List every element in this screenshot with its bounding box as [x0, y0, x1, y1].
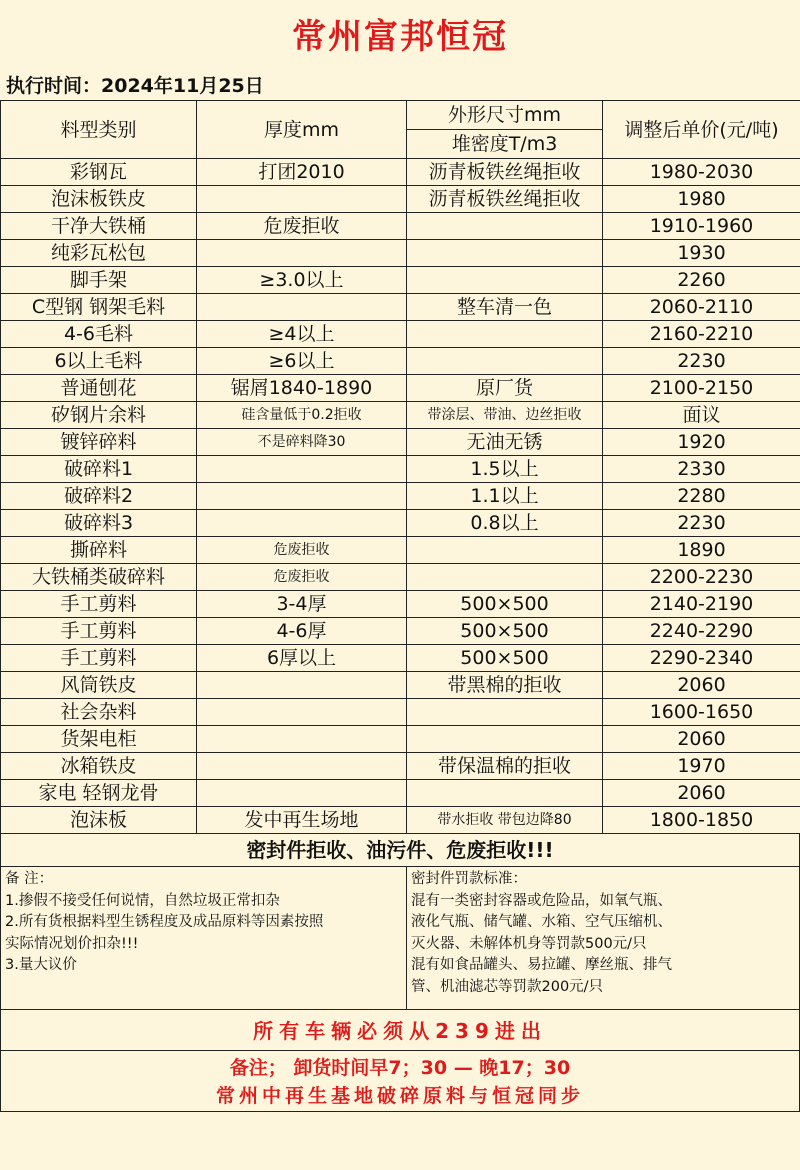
notes-right	[407, 867, 799, 1009]
cell-price: 1800-1850	[603, 807, 800, 834]
table-row	[1, 483, 800, 510]
cell-price: 1920	[603, 429, 800, 456]
cell-spec	[407, 213, 603, 240]
cell-thickness: ≥4以上	[197, 321, 407, 348]
table-row	[1, 726, 800, 753]
execution-date: 执行时间：2024年11月25日	[6, 75, 264, 97]
cell-price: 2060-2110	[603, 294, 800, 321]
cell-price: 2230	[603, 510, 800, 537]
table-row	[1, 402, 800, 429]
cell-thickness	[197, 726, 407, 753]
cell-material-type: 大铁桶类破碎料	[1, 564, 197, 591]
table-header-row	[1, 101, 800, 130]
cell-price: 1980-2030	[603, 159, 800, 186]
cell-price: 2060	[603, 780, 800, 807]
cell-price: 1890	[603, 537, 800, 564]
note-line: 1.掺假不接受任何说情，自然垃圾正常扣杂	[5, 892, 280, 909]
cell-thickness: 打团2010	[197, 159, 407, 186]
cell-price: 2290-2340	[603, 645, 800, 672]
cell-spec: 1.5以上	[407, 456, 603, 483]
cell-thickness	[197, 456, 407, 483]
cell-material-type: 泡沫板铁皮	[1, 186, 197, 213]
cell-material-type: 普通刨花	[1, 375, 197, 402]
cell-thickness: 危废拒收	[197, 537, 407, 564]
cell-spec	[407, 564, 603, 591]
cell-material-type: 纯彩瓦松包	[1, 240, 197, 267]
cell-spec: 带黑棉的拒收	[407, 672, 603, 699]
sync-notice: 常州中再生基地破碎原料与恒冠同步	[215, 1085, 584, 1107]
note-line: 密封件罚款标准：	[411, 871, 527, 887]
cell-spec: 带保温棉的拒收	[407, 753, 603, 780]
cell-spec: 500×500	[407, 591, 603, 618]
cell-spec: 0.8以上	[407, 510, 603, 537]
table-row	[1, 321, 800, 348]
table-row	[1, 429, 800, 456]
header-density: 堆密度T/m3	[407, 130, 603, 159]
cell-spec	[407, 726, 603, 753]
note-line: 液化气瓶、储气罐、水箱、空气压缩机、	[411, 914, 672, 930]
cell-thickness: 4-6厚	[197, 618, 407, 645]
cell-material-type: 干净大铁桶	[1, 213, 197, 240]
vehicle-notice: 所有车辆必须从239进出	[0, 1010, 800, 1051]
cell-thickness: 发中再生场地	[197, 807, 407, 834]
cell-spec: 整车清一色	[407, 294, 603, 321]
cell-material-type: 破碎料2	[1, 483, 197, 510]
cell-material-type: 撕碎料	[1, 537, 197, 564]
header-thickness: 厚度mm	[197, 101, 407, 159]
header-material-type: 料型类别	[1, 101, 197, 159]
note-line: 灭火器、未解体机身等罚款500元/只	[411, 935, 647, 952]
cell-thickness	[197, 294, 407, 321]
table-row	[1, 213, 800, 240]
price-table	[0, 100, 800, 834]
cell-price: 2260	[603, 267, 800, 294]
table-row	[1, 375, 800, 402]
cell-price: 面议	[603, 402, 800, 429]
table-row	[1, 564, 800, 591]
cell-thickness: 6厚以上	[197, 645, 407, 672]
cell-price: 1600-1650	[603, 699, 800, 726]
notes-left	[1, 867, 407, 1009]
note-line: 实际情况划价扣杂!!!	[5, 935, 139, 952]
cell-material-type: 手工剪料	[1, 645, 197, 672]
cell-spec: 沥青板铁丝绳拒收	[407, 159, 603, 186]
cell-spec	[407, 537, 603, 564]
cell-thickness: 危废拒收	[197, 213, 407, 240]
cell-material-type: 货架电柜	[1, 726, 197, 753]
cell-spec: 500×500	[407, 645, 603, 672]
cell-price: 2200-2230	[603, 564, 800, 591]
cell-thickness	[197, 753, 407, 780]
note-line: 3.量大议价	[5, 957, 77, 973]
cell-material-type: 脚手架	[1, 267, 197, 294]
cell-material-type: 冰箱铁皮	[1, 753, 197, 780]
table-row	[1, 618, 800, 645]
table-row	[1, 294, 800, 321]
page-title: 常州富邦恒冠	[292, 17, 508, 57]
cell-thickness	[197, 699, 407, 726]
cell-material-type: 泡沫板	[1, 807, 197, 834]
table-row	[1, 672, 800, 699]
table-row	[1, 699, 800, 726]
cell-thickness: 硅含量低于0.2拒收	[197, 402, 407, 429]
cell-material-type: 镀锌碎料	[1, 429, 197, 456]
cell-thickness	[197, 780, 407, 807]
cell-material-type: 风筒铁皮	[1, 672, 197, 699]
cell-thickness: ≥3.0以上	[197, 267, 407, 294]
cell-price: 2100-2150	[603, 375, 800, 402]
cell-thickness	[197, 510, 407, 537]
note-line: 备 注：	[5, 871, 54, 887]
table-row	[1, 645, 800, 672]
table-row	[1, 186, 800, 213]
cell-price: 2240-2290	[603, 618, 800, 645]
cell-thickness: 危废拒收	[197, 564, 407, 591]
cell-thickness: 锯屑1840-1890	[197, 375, 407, 402]
unloading-time: 备注； 卸货时间早7；30 — 晚17；30	[229, 1057, 571, 1079]
cell-price: 2230	[603, 348, 800, 375]
cell-material-type: 矽钢片余料	[1, 402, 197, 429]
cell-price: 2160-2210	[603, 321, 800, 348]
cell-price: 1980	[603, 186, 800, 213]
cell-spec	[407, 321, 603, 348]
table-row	[1, 753, 800, 780]
table-row	[1, 267, 800, 294]
cell-price: 2060	[603, 672, 800, 699]
cell-price: 2330	[603, 456, 800, 483]
cell-spec: 沥青板铁丝绳拒收	[407, 186, 603, 213]
cell-thickness: 不是碎料降30	[197, 429, 407, 456]
notes-section	[0, 867, 800, 1010]
header-dimensions: 外形尺寸mm	[407, 101, 603, 130]
cell-thickness	[197, 672, 407, 699]
cell-material-type: 彩钢瓦	[1, 159, 197, 186]
cell-price: 1910-1960	[603, 213, 800, 240]
cell-material-type: 6以上毛料	[1, 348, 197, 375]
cell-spec: 带涂层、带油、边丝拒收	[407, 402, 603, 429]
cell-price: 2280	[603, 483, 800, 510]
cell-material-type: 破碎料1	[1, 456, 197, 483]
cell-price: 2060	[603, 726, 800, 753]
cell-material-type: 社会杂料	[1, 699, 197, 726]
cell-spec	[407, 348, 603, 375]
note-line: 混有一类密封容器或危险品，如氧气瓶、	[411, 892, 672, 909]
table-row	[1, 510, 800, 537]
table-row	[1, 159, 800, 186]
note-line: 2.所有货根据料型生锈程度及成品原料等因素按照	[5, 914, 324, 930]
cell-thickness	[197, 186, 407, 213]
cell-thickness: ≥6以上	[197, 348, 407, 375]
cell-spec: 1.1以上	[407, 483, 603, 510]
cell-price: 1970	[603, 753, 800, 780]
cell-spec: 无油无锈	[407, 429, 603, 456]
cell-spec	[407, 699, 603, 726]
table-row	[1, 537, 800, 564]
table-row	[1, 591, 800, 618]
cell-spec	[407, 267, 603, 294]
table-row	[1, 240, 800, 267]
cell-material-type: 家电 轻钢龙骨	[1, 780, 197, 807]
header-price: 调整后单价(元/吨)	[603, 101, 800, 159]
cell-material-type: C型钢 钢架毛料	[1, 294, 197, 321]
cell-material-type: 手工剪料	[1, 618, 197, 645]
cell-material-type: 4-6毛料	[1, 321, 197, 348]
cell-spec	[407, 780, 603, 807]
cell-material-type: 手工剪料	[1, 591, 197, 618]
cell-spec	[407, 240, 603, 267]
cell-thickness: 3-4厚	[197, 591, 407, 618]
cell-thickness	[197, 483, 407, 510]
cell-material-type: 破碎料3	[1, 510, 197, 537]
table-row	[1, 456, 800, 483]
cell-price: 2140-2190	[603, 591, 800, 618]
table-row	[1, 780, 800, 807]
cell-spec: 带水拒收 带包边降80	[407, 807, 603, 834]
note-line: 混有如食品罐头、易拉罐、摩丝瓶、排气	[411, 957, 672, 973]
reject-banner: 密封件拒收、油污件、危废拒收!!!	[0, 834, 800, 867]
note-line: 管、机油滤芯等罚款200元/只	[411, 978, 604, 995]
table-row	[1, 348, 800, 375]
cell-spec: 原厂货	[407, 375, 603, 402]
footer	[0, 1051, 800, 1112]
cell-spec: 500×500	[407, 618, 603, 645]
table-row	[1, 807, 800, 834]
cell-thickness	[197, 240, 407, 267]
cell-price: 1930	[603, 240, 800, 267]
